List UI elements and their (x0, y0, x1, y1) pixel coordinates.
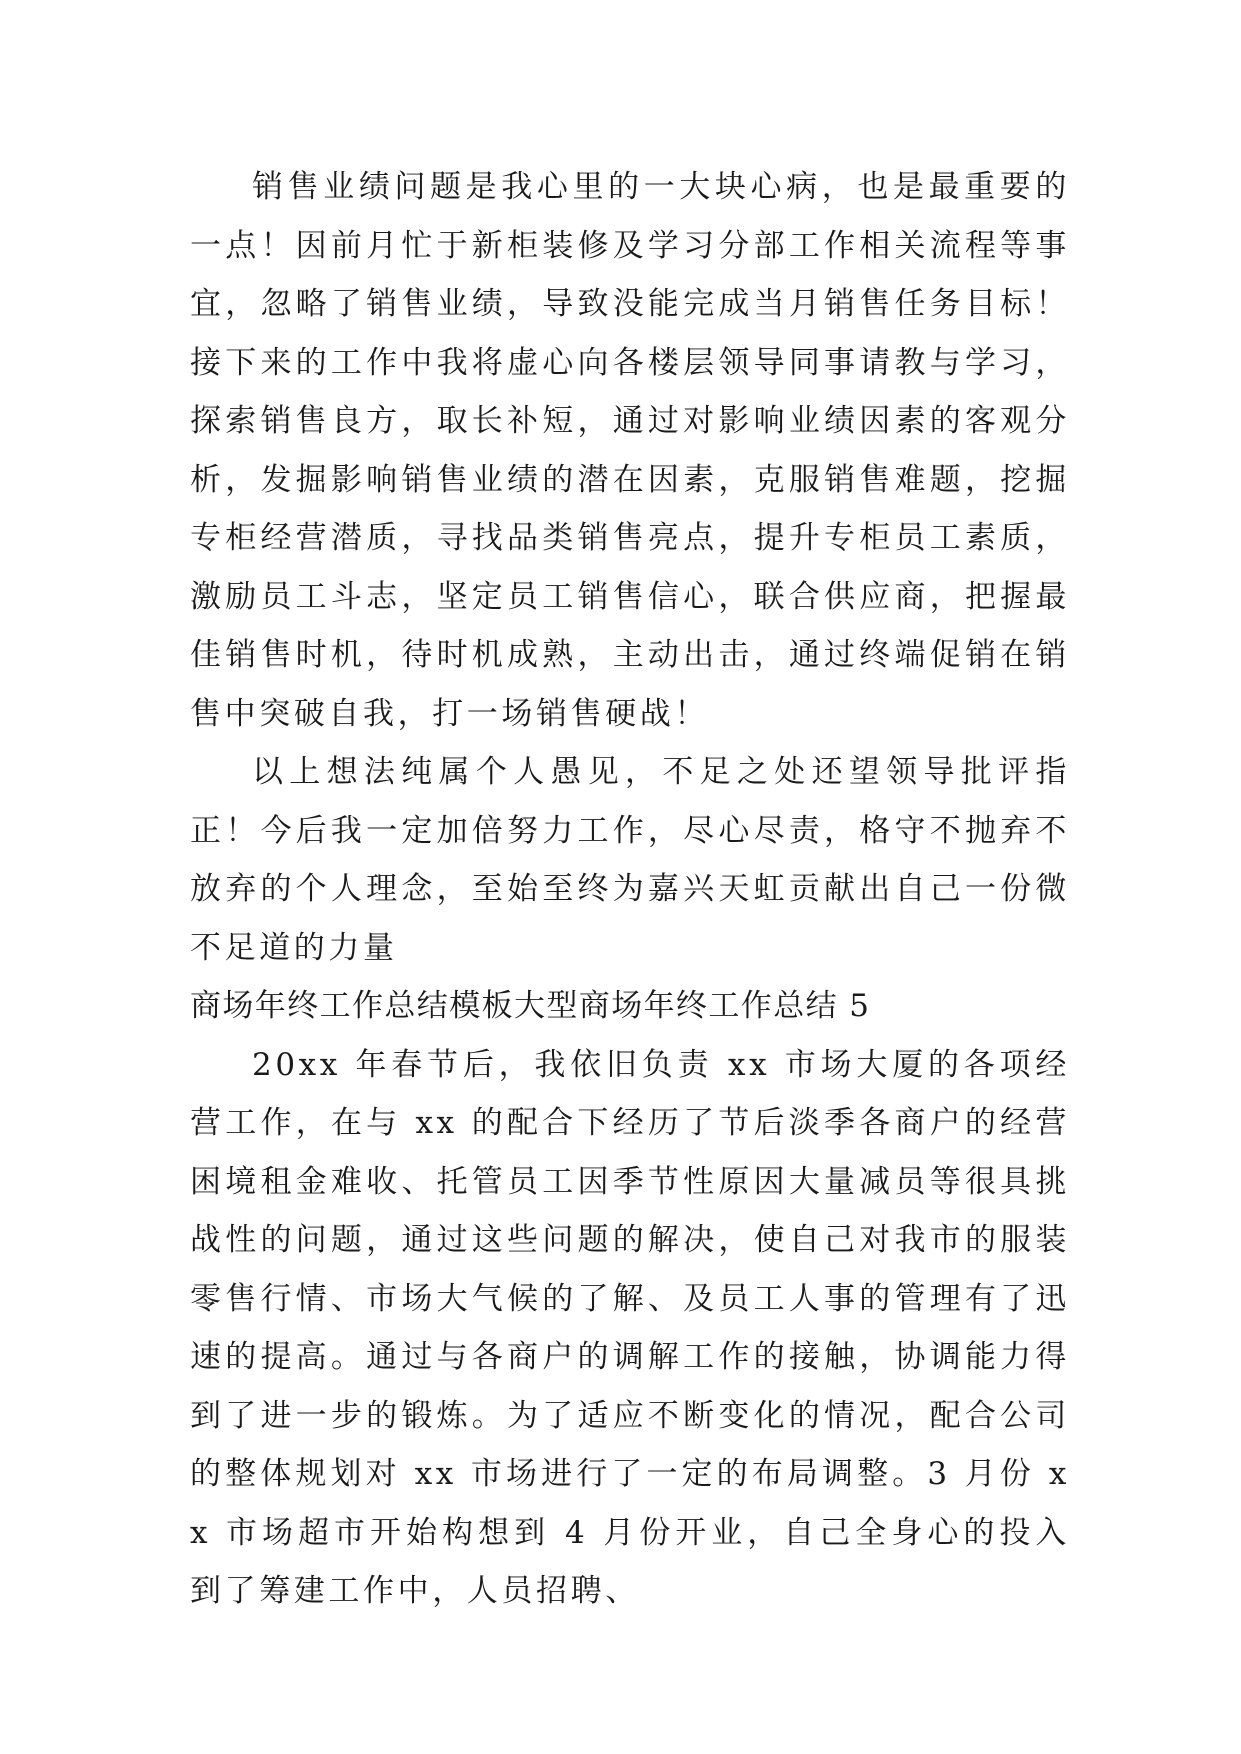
document-body (190, 158, 1070, 1621)
paragraph-sales-performance: 销售业绩问题是我心里的一大块心病，也是最重要的一点！因前月忙于新柜装修及学习分部工作相关流程等事宜，忽略了销售业绩，导致没能完成当月销售任务目标！接下来的工作中我将虚心向各楼层领导同事请教与学习，探索销售良方，取长补短，通过对影响业绩因素的客观分析，发掘影响销售业绩的潜在因素，克服销售难题，挖掘专柜经营潜质，寻找品类销售亮点，提升专柜员工素质，激励员工斗志，坚定员工销售信心，联合供应商，把握最佳销售时机，待时机成熟，主动出击，通过终端促销在销售中突破自我，打一场销售硬战！ (190, 169, 1070, 732)
paragraph-closing-remarks: 以上想法纯属个人愚见，不足之处还望领导批评指正！今后我一定加倍努力工作，尽心尽责，格守不抛弃不放弃的个人理念，至始至终为嘉兴天虹贡献出自己一份微不足道的力量 (190, 754, 1070, 966)
section-title: 商场年终工作总结模板大型商场年终工作总结 5 (190, 988, 871, 1024)
paragraph-market-operations: 20xx 年春节后，我依旧负责 xx 市场大厦的各项经营工作，在与 xx 的配合下经历了节后淡季各商户的经营困境租金难收、托管员工因季节性原因大量减员等很具挑战性的问题，通过这些问题的解决，使自己对我市的服装零售行情、市场大气候的了解、及员工人事的管理有了迅速的提高。通过与各商户的调解工作的接触，协调能力得到了进一步的锻炼。为了适应不断变化的情况，配合公司的整体规划对 xx 市场进行了一定的布局调整。3 月份 xx 市场超市开始构想到 4 月份开业，自己全身心的投入到了筹建工作中，人员招聘、 (190, 1046, 1070, 1609)
